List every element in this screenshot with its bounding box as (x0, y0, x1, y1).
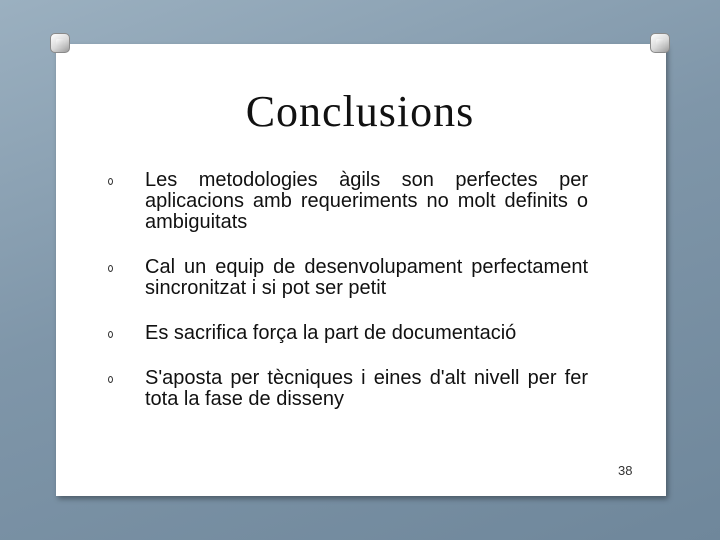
bullet-circle-icon (108, 265, 113, 272)
bullet-text: Cal un equip de desenvolupament perfectament sincronitzat i si pot ser petit (145, 256, 588, 299)
bullet-item (108, 257, 588, 299)
bullet-text: S'aposta per tècniques i eines d'alt nivell per fer tota la fase de disseny (145, 367, 588, 410)
bullet-item (108, 368, 588, 410)
bullet-circle-icon (108, 178, 113, 185)
bullet-item (108, 323, 588, 344)
bullet-text: Es sacrifica força la part de documentació (145, 322, 517, 344)
bullet-text: Les metodologies àgils son perfectes per aplicacions amb requeriments no molt definits o ambiguitats (145, 169, 588, 233)
bullet-item (108, 170, 588, 233)
bullet-list (108, 170, 588, 410)
page-number: 38 (618, 463, 633, 478)
slide-title: Conclusions (245, 87, 475, 136)
pushpin-icon (50, 33, 70, 53)
bullet-circle-icon (108, 331, 113, 338)
bullet-circle-icon (108, 376, 113, 383)
pushpin-icon (650, 33, 670, 53)
